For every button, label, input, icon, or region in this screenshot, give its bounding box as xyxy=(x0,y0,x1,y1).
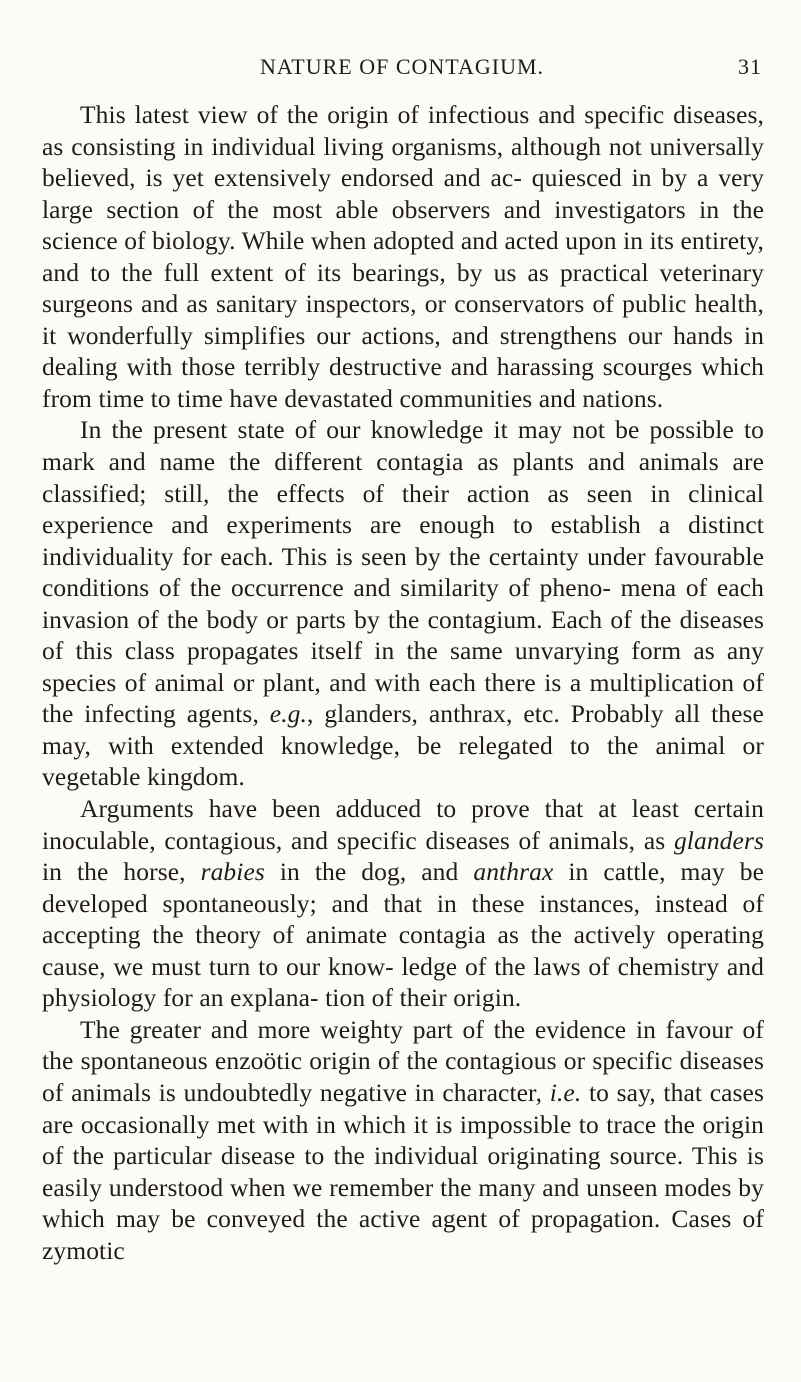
paragraph-4-text-b: to say, that cases are occasionally met with in which it is impossible to trace the origin of the particular disease to the individual originating source. This is easily understood when we remember the many and unseen modes by which may be conveyed the active agent of propagation. Cases of zymotic xyxy=(42,1077,764,1265)
italic-glanders: glanders xyxy=(673,825,764,855)
italic-ie: i.e. xyxy=(549,1077,582,1107)
italic-anthrax: anthrax xyxy=(473,857,554,887)
paragraph-2-text-b: , glanders, anthrax, etc. Probably all these may, with extended knowledge, be relegated to the animal or vegetable kingdom. xyxy=(42,699,764,792)
paragraph-3-text-b: in the horse, xyxy=(42,857,201,887)
body-text xyxy=(42,99,764,1266)
paragraph-4 xyxy=(42,1014,764,1266)
running-title: NATURE OF CONTAGIUM. xyxy=(259,54,545,79)
paragraph-1-text: This latest view of the origin of infectious and specific diseases, as consisting in individual living organisms, although not universally believed, is yet extensively endorsed and ac- quiesced in by a very large section of the most able observers and investigators in the science of biology. While when adopted and acted upon in its entirety, and to the full extent of its bearings, by us as practical veterinary surgeons and as sanitary inspectors, or conservators of public health, it wonderfully simplifies our actions, and strengthens our hands in dealing with those terribly destructive and harassing scourges which from time to time have devastated communities and nations. xyxy=(42,100,764,413)
paragraph-1 xyxy=(42,99,764,414)
paragraph-3-text-a: Arguments have been adduced to prove that at least certain inoculable, contagious, and specific diseases of animals, as xyxy=(42,794,764,855)
paragraph-2 xyxy=(42,414,764,793)
italic-rabies: rabies xyxy=(200,857,265,887)
paragraph-2-text-a: In the present state of our knowledge it may not be possible to mark and name the different contagia as plants and animals are classified; still, the effects of their action as seen in clinical experience and experiments are enough to establish a distinct individuality for each. This is seen by the certainty under favourable conditions of the occurrence and similarity of pheno- mena of each invasion of the body or parts by the contagium. Each of the diseases of this class propagates itself in the same unvarying form as any species of animal or plant, and with each there is a multiplication of the infecting agents, xyxy=(42,415,764,729)
paragraph-3 xyxy=(42,793,764,1014)
page-number: 31 xyxy=(738,54,762,79)
paragraph-4-text-a: The greater and more weighty part of the evidence in favour of the spontaneous enzoötic origin of the contagious or specific diseases of animals is undoubtedly negative in character, xyxy=(42,1014,764,1107)
italic-eg: e.g. xyxy=(269,699,307,729)
paragraph-3-text-c: in the dog, and xyxy=(264,857,474,887)
paragraph-3-text-d: in cattle, may be developed spontaneously; and that in these instances, instead of accepting the theory of animate contagia as the actively operating cause, we must turn to our know- ledge of the laws of chemistry and physiology for an explana- tion of their origin. xyxy=(42,857,764,1013)
running-head xyxy=(42,54,762,84)
